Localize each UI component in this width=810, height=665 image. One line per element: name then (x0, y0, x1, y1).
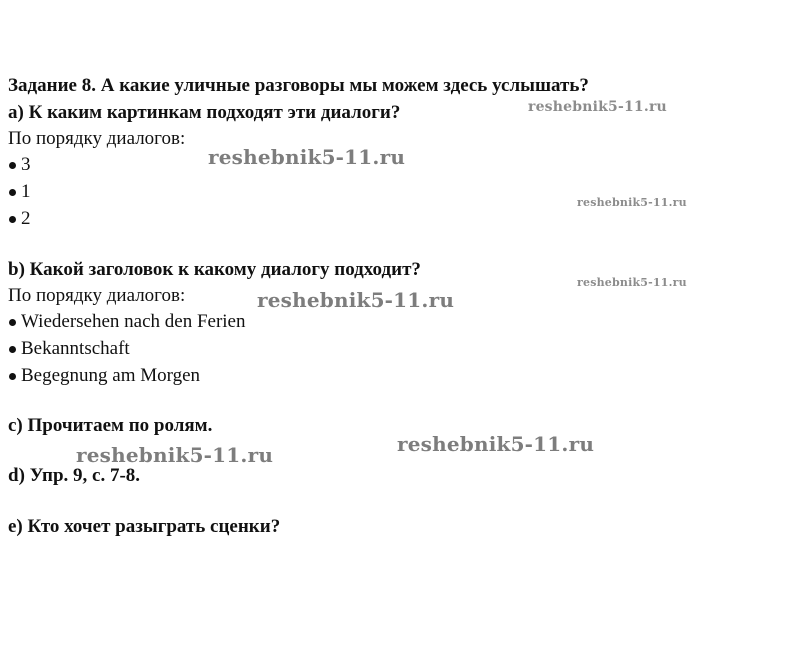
watermark: reshebnik5-11.ru (257, 288, 455, 312)
section-b-intro: По порядку диалогов: (8, 285, 186, 306)
section-b-heading: b) Какой заголовок к какому диалогу подходит? (8, 259, 421, 280)
bullet-icon (9, 216, 16, 223)
watermark: reshebnik5-11.ru (577, 196, 687, 209)
bullet-icon (9, 373, 16, 380)
section-a-item (8, 180, 31, 204)
section-b-item (8, 337, 130, 361)
bullet-icon (9, 319, 16, 326)
bullet-icon (9, 346, 16, 353)
section-a-item-text: 1 (21, 181, 31, 202)
section-a-heading: а) К каким картинкам подходят эти диалоги? (8, 102, 401, 123)
section-e-heading: e) Кто хочет разыграть сценки? (8, 516, 281, 537)
watermark: reshebnik5-11.ru (76, 443, 274, 467)
watermark: reshebnik5-11.ru (208, 145, 406, 169)
bullet-icon (9, 162, 16, 169)
section-a-item (8, 207, 31, 231)
section-a-item-text: 2 (21, 208, 31, 229)
section-b-item-text: Wiedersehen nach den Ferien (21, 311, 246, 332)
section-a-intro: По порядку диалогов: (8, 128, 186, 149)
watermark: reshebnik5-11.ru (528, 99, 667, 115)
watermark: reshebnik5-11.ru (397, 432, 595, 456)
watermark: reshebnik5-11.ru (577, 276, 687, 289)
task-title: Задание 8. А какие уличные разговоры мы можем здесь услышать? (8, 75, 589, 96)
section-a-item-text: 3 (21, 154, 31, 175)
section-b-item (8, 310, 246, 334)
section-a-item (8, 153, 31, 177)
section-d-heading: d) Упр. 9, с. 7-8. (8, 465, 141, 486)
section-b-item-text: Bekanntschaft (21, 338, 130, 359)
section-c-heading: c) Прочитаем по ролям. (8, 415, 213, 436)
section-b-item-text: Begegnung am Morgen (21, 365, 201, 386)
bullet-icon (9, 189, 16, 196)
section-b-item (8, 364, 200, 388)
